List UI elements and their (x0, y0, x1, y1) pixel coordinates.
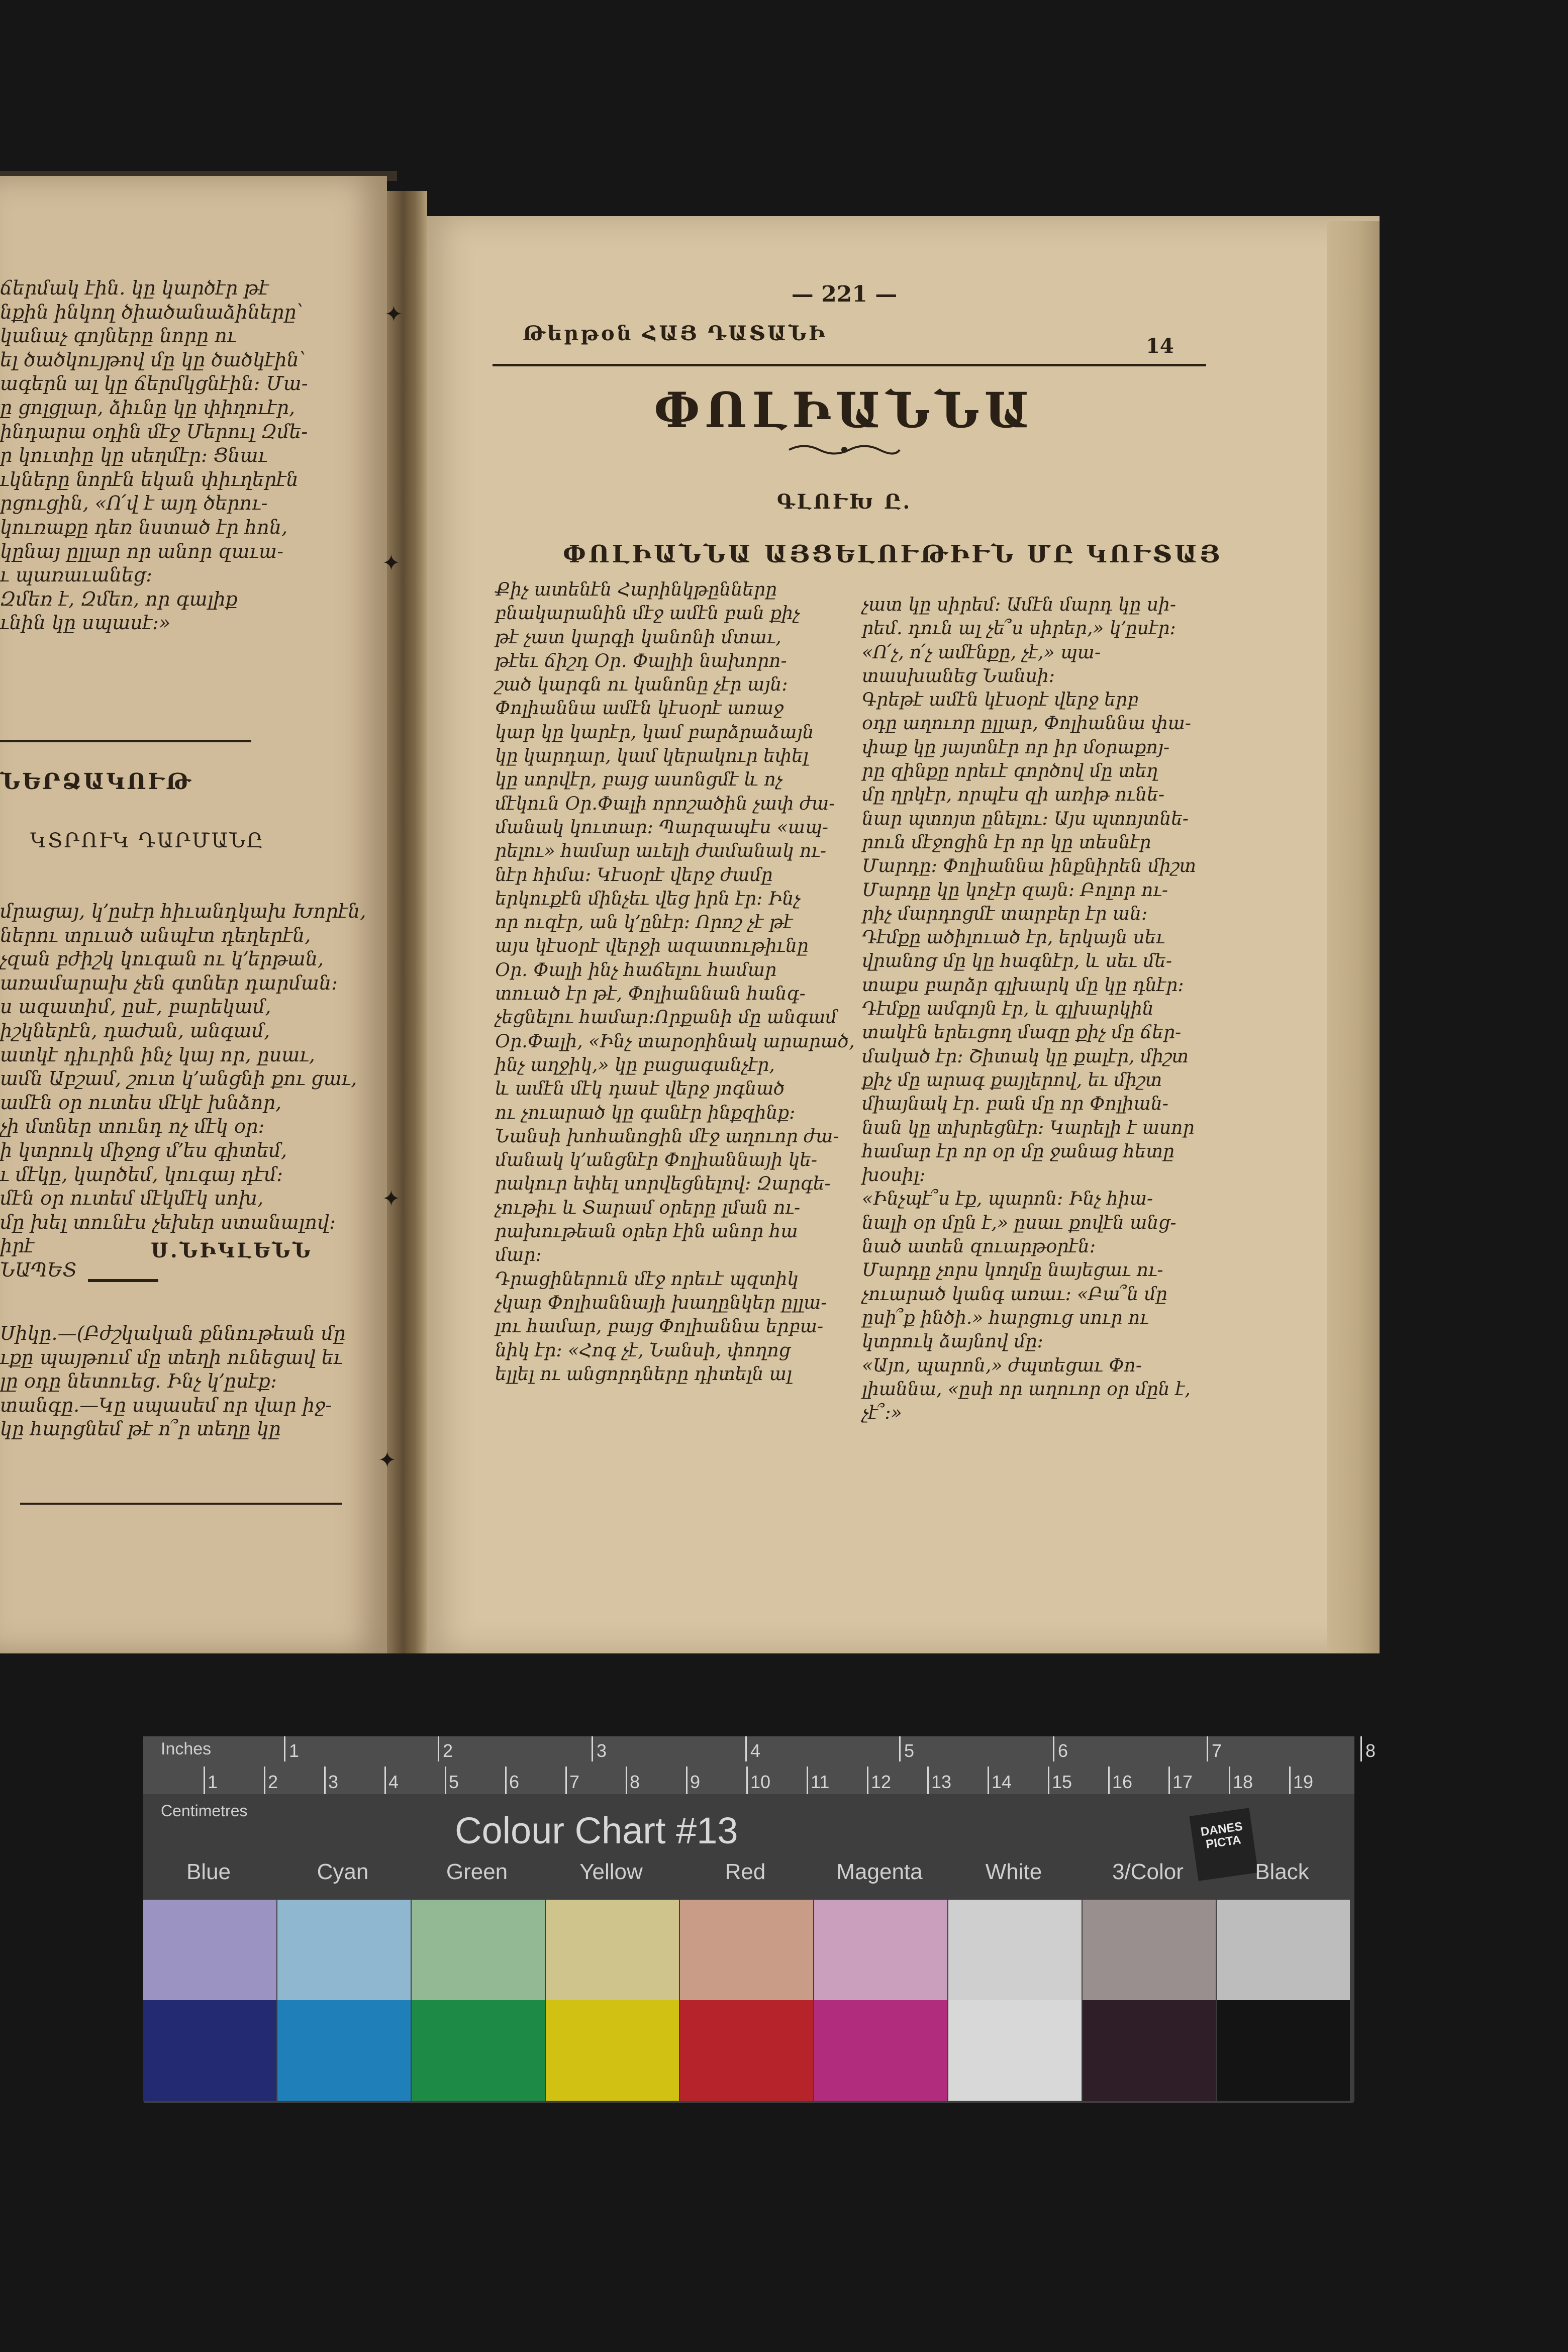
right-page-edge (1327, 221, 1380, 1653)
swatch-light (680, 1900, 813, 2000)
text-line: չզան բժիշկ կուգան ու կ՚երթան, (0, 948, 324, 970)
cm-tick-mark (264, 1767, 265, 1794)
inch-tick-mark (284, 1736, 285, 1761)
text-line: Մարդը չորս կողմը նայեցաւ ու- (862, 1260, 1163, 1281)
text-line: կը սորվէր, բայց ասոնցմէ և ոչ (495, 769, 782, 791)
text-line: ւկները նորէն եկան փիւղերէն (0, 468, 299, 491)
text-line: րախութեան օրեր էին անոր հա (495, 1221, 798, 1242)
text-line: նքին ինկող ծիածանաձիները՝ (0, 301, 304, 323)
gutter-mark-icon: ✦ (384, 302, 403, 327)
inch-tick-label: 2 (443, 1740, 453, 1761)
cm-tick-label: 10 (750, 1772, 771, 1792)
text-line: և ամէն մէկ դասէ վերջ յոգնած (495, 1079, 785, 1100)
cm-tick-mark (1048, 1767, 1049, 1794)
text-line: Օր.Փալի, «Ինչ տարօրինակ արարած, (495, 1031, 855, 1052)
text-line: ամէն օր ուտես մէկէ խնձոր, (0, 1091, 282, 1114)
text-line: մը խել տունէս չեխեր ստանալով։ (0, 1211, 336, 1233)
text-line: չութիւ և Տարամ օրերը լման ու- (495, 1197, 801, 1218)
text-line: Սիկը.—(Բժշկական քննութեան մը (0, 1322, 346, 1344)
text-line: լու համար, բայց Փոլիաննա երբա- (495, 1316, 824, 1337)
text-line: քիչ մը արագ քայլերով, եւ միշտ (862, 1069, 1162, 1091)
text-line: այս կէսօրէ վերջի ազատութիւնը (495, 936, 809, 957)
text-line: շած կարգն ու կանոնը չէր այն։ (495, 674, 788, 696)
text-line: լը օդը նետուեց. Ինչ կ՚ըսէք։ (0, 1370, 277, 1393)
text-line: ըսի՞ք ինծի.» հարցուց սուր ու (862, 1307, 1149, 1328)
inch-tick-label: 8 (1365, 1740, 1376, 1761)
text-line: ը ցոլցլար, ձիւնը կը փիղուէր, (0, 397, 296, 419)
text-line: Դէմքը ամգոյն էր, և գլխարկին (862, 999, 1154, 1020)
header-rule (493, 364, 1206, 366)
text-line: նալի օր մըն է,» ըսաւ քովէն անց- (862, 1212, 1177, 1233)
swatch-label: Magenta (836, 1859, 923, 1884)
text-line: առամարախ չեն գտներ դարման։ (0, 971, 338, 994)
cm-tick-mark (324, 1767, 326, 1794)
text-line: բնակարանին մէջ ամէն բան քիչ (495, 603, 800, 624)
text-line: կանաչ գոյները նորը ու (0, 325, 237, 347)
cm-tick-label: 5 (449, 1772, 459, 1792)
text-line: կտրուկ ձայնով մը։ (862, 1331, 1043, 1352)
text-line: ճերմակ էին. կը կարծէր թէ (0, 277, 269, 299)
inch-tick-mark (1360, 1736, 1362, 1761)
text-line: կուռաքը դեռ նստած էր հոն, (0, 516, 288, 538)
text-line: կը հարցնեմ թէ ո՞ր տեղը կը (0, 1418, 281, 1440)
text-line: ՆԱՊԵՏ (0, 1259, 77, 1281)
swatch-label: Cyan (317, 1859, 369, 1884)
text-line: Նանսի խոհանոցին մէջ աղուոր ժա- (495, 1126, 839, 1147)
text-line: միայնակ էր. բան մը որ Փոլիան- (862, 1094, 1168, 1115)
swatch-dark (1217, 2000, 1350, 2101)
text-line: տաքս բարձր գլխարկ մը կը դնէր։ (862, 974, 1184, 996)
cm-tick-mark (1289, 1767, 1291, 1794)
text-line: Դէմքը ածիլուած էր, երկայն սեւ (862, 927, 1165, 948)
text-line: րուն մէջոցին էր որ կը տեսնէր (862, 832, 1151, 853)
cm-tick-mark (565, 1767, 567, 1794)
cm-tick-mark (867, 1767, 868, 1794)
swatch-light (546, 1900, 679, 2000)
swatch-label: Black (1255, 1859, 1309, 1884)
text-line: ինչ աղջիկ,» կը բացագանչէր, (495, 1054, 775, 1075)
ruler-inches-label: Inches (161, 1739, 212, 1758)
cm-tick-label: 17 (1172, 1772, 1193, 1792)
swatch-dark (680, 2000, 813, 2101)
book-gutter (387, 191, 427, 1653)
inch-tick-mark (899, 1736, 901, 1761)
text-line: մանակ կուտար։ Պարզապէս «ապ- (495, 817, 829, 838)
inch-tick-label: 5 (904, 1740, 915, 1761)
text-line: չատ կը սիրեմ։ Ամէն մարդ կը սի- (862, 595, 1177, 615)
text-line: համար էր որ օր մը ջանաց հետը (862, 1141, 1174, 1162)
left-section-header: ՆԵՐՁԱԿՈՒԹ (0, 769, 193, 795)
text-line: ելլել ու անցորդները դիտելն ալ (495, 1363, 792, 1385)
text-line: ւ մէկը, կարծեմ, կուգայ դէմ։ (0, 1163, 283, 1186)
cm-tick-label: 9 (690, 1772, 701, 1792)
swatch-dark (412, 2000, 545, 2101)
gutter-mark-icon: ✦ (382, 1186, 401, 1212)
text-line: տասխանեց Նանսի։ (862, 665, 1055, 687)
left-page (0, 176, 387, 1653)
cm-tick-label: 18 (1233, 1772, 1253, 1792)
cm-tick-mark (445, 1767, 446, 1794)
left-story-title: ԿՏՐՈՒԿ ԴԱՐՄԱՆԸ (30, 829, 265, 852)
text-line: չուարած կանգ առաւ։ «Բա՞ն մը (862, 1284, 1167, 1305)
text-line: նէր հիմա։ Կէսօրէ վերջ ժամը (495, 864, 773, 886)
text-line: տակէն երեւցող մազը քիչ մը ճեր- (862, 1022, 1182, 1043)
inch-tick-mark (592, 1736, 593, 1761)
swatch-label: 3/Color (1112, 1859, 1184, 1884)
swatch-label: Blue (186, 1859, 231, 1884)
text-line: որ ուզէր, ան կ՚ընէր։ Որոշ չէ թէ (495, 912, 793, 933)
text-line: րը զինքը որեւէ գործով մը տեղ (862, 761, 1158, 782)
text-line: ւքը պայթում մը տեղի ունեցավ եւ (0, 1346, 343, 1368)
cm-tick-label: 13 (931, 1772, 952, 1792)
text-line: լիաննա, «ըսի որ աղուոր օր մըն է, (862, 1379, 1191, 1400)
cm-tick-mark (626, 1767, 627, 1794)
swatch-light (948, 1900, 1082, 2000)
text-line: «Ո՛չ, ո՛չ ամէնքը, չէ,» պա- (862, 642, 1101, 663)
swatch-light (814, 1900, 947, 2000)
swatch-dark (1083, 2000, 1216, 2101)
text-line: վրանոց մը կը հագնէր, և սեւ մե- (862, 951, 1172, 972)
cm-tick-mark (988, 1767, 989, 1794)
cm-tick-label: 12 (871, 1772, 892, 1792)
swatch-label: Yellow (579, 1859, 643, 1884)
cm-tick-label: 14 (992, 1772, 1012, 1792)
text-line: Գրեթէ ամէն կէսօրէ վերջ երբ (862, 690, 1139, 711)
left-top-rule (0, 740, 251, 742)
colour-chart-title: Colour Chart #13 (455, 1810, 738, 1851)
text-line: րեմ. դուն ալ չե՞ս սիրեր,» կ՚ըսէր։ (862, 618, 1176, 639)
text-line: Մարդը։ Փոլիաննա ինքնիրեն միշտ (862, 856, 1196, 877)
text-line: նիկ էր։ «Հոգ չէ, Նանսի, փողոց (495, 1340, 791, 1361)
text-line: ս ազատիմ, ըսէ, բարեկամ, (0, 996, 271, 1018)
text-line: մանակ կ՚անցնէր Փոլիաննայի կե- (495, 1150, 818, 1171)
text-line: Օր. Փալի ինչ հաճելու համար (495, 959, 777, 981)
swatch-light (1217, 1900, 1350, 2000)
text-line: մրացայ, կ՚ըսէր հիւանդկախ Խորէն, (0, 900, 366, 922)
chapter-title: ՓՈԼԻԱՆՆԱ ԱՅՑԵԼՈՒԹԻՒՆ ՄԸ ԿՈՒՏԱՅ (563, 540, 1223, 568)
text-line: կընայ ըլլար որ անոր զաւա- (0, 540, 284, 562)
text-line: չկար Փոլիաննայի խաղընկեր ըլլա- (495, 1292, 827, 1313)
text-line: րակուր եփել սորվեցնելով։ Զարգե- (495, 1173, 831, 1195)
text-line: տուած էր թէ, Փոլիաննան հանգ- (495, 984, 806, 1005)
text-line: մակած էր։ Շիտակ կը քալէր, միշտ (862, 1046, 1189, 1067)
page-number: — 221 — (791, 281, 898, 307)
cm-tick-mark (686, 1767, 688, 1794)
text-line: մէն օր ուտեմ մէկմէկ սոխ, (0, 1187, 264, 1210)
text-line: կար կը կարէր, կամ բարձրաձայն (495, 722, 814, 743)
flourish-ornament-icon (784, 440, 905, 460)
inch-tick-label: 1 (289, 1740, 300, 1761)
text-line: Քիչ ատենէն Հարինկթընները (495, 579, 777, 600)
text-line: իրէ (0, 1235, 34, 1257)
inch-tick-mark (745, 1736, 747, 1761)
text-line: ամն Աբշամ, շուտ կ՚անցնի քու ցաւ, (0, 1067, 357, 1090)
text-line: նար պտոյտ ընելու։ Այս պտոյտնե- (862, 808, 1189, 829)
text-line: փաք կը յայտնէր որ իր մօրաքոյ- (862, 737, 1170, 758)
cm-tick-label: 16 (1112, 1772, 1133, 1792)
text-line: Մարդը կը կոչէր զայն։ Բոլոր ու- (862, 879, 1168, 901)
text-line: նած ատեն զուարթօրէն։ (862, 1236, 1096, 1257)
text-line: թէ չատ կարգի կանոնի մտաւ, (495, 627, 781, 648)
cm-tick-mark (505, 1767, 507, 1794)
text-line: թէեւ ճիշդ Օր. Փալիի նախորո- (495, 650, 787, 671)
gutter-mark-icon: ✦ (378, 1447, 397, 1473)
swatch-dark (143, 2000, 276, 2101)
text-line: ւ պառաւանեց։ (0, 564, 153, 586)
text-column-2 (862, 593, 1224, 1568)
text-line: րիչ մարդոցմէ տարբեր էր ան։ (862, 903, 1148, 924)
cm-tick-label: 7 (569, 1772, 580, 1792)
inch-tick-label: 4 (750, 1740, 761, 1761)
text-line: տանգը.—Կը սպասեմ որ վար իջ- (0, 1394, 332, 1416)
text-line: խօսիլ։ (862, 1165, 926, 1186)
cm-tick-mark (384, 1767, 386, 1794)
cm-tick-mark (927, 1767, 929, 1794)
cm-tick-label: 6 (509, 1772, 520, 1792)
ruler-cm-label: Centimetres (161, 1802, 248, 1820)
text-column-1 (495, 578, 857, 1553)
cm-tick-label: 2 (268, 1772, 278, 1792)
text-line: ի կտրուկ միջոց մ՚ես գիտեմ, (0, 1139, 287, 1161)
inch-tick-mark (1053, 1736, 1054, 1761)
cm-tick-label: 19 (1293, 1772, 1314, 1792)
text-line: երկուքէն մինչեւ վեց իրն էր։ Ինչ (495, 888, 801, 909)
cm-tick-mark (1168, 1767, 1170, 1794)
cm-tick-label: 15 (1052, 1772, 1072, 1792)
cm-tick-label: 4 (388, 1772, 399, 1792)
text-line: ներու տրւած անպէտ դեղերէն, (0, 924, 311, 946)
text-line: օդը աղուոր ըլլար, Փոլիաննա փա- (862, 713, 1192, 734)
text-line: չի մտներ տունդ ոչ մէկ օր։ (0, 1115, 265, 1138)
inch-tick-label: 6 (1058, 1740, 1068, 1761)
running-title: Թերթօն ՀԱՅ ԴԱՏԱՆԻ (523, 322, 827, 345)
gutter-mark-icon: ✦ (382, 550, 401, 576)
text-line: ր կուտիը կը սեղմէր։ Ցնաւ (0, 444, 268, 467)
cm-tick-label: 8 (630, 1772, 640, 1792)
text-line: Փոլիաննա ամէն կէսօրէ առաջ (495, 698, 784, 719)
left-short-rule (88, 1279, 158, 1282)
logo-text: DANES PICTA (1200, 1819, 1244, 1851)
issue-number: 14 (1146, 334, 1174, 358)
text-line: «Այո, պարոն,» ժպտեցաւ Փո- (862, 1355, 1142, 1376)
text-line: ւնին կը սպասէ։» (0, 612, 171, 634)
cm-tick-label: 1 (208, 1772, 218, 1792)
text-line: իշկներէն, դաժան, անգամ, (0, 1020, 270, 1042)
swatch-dark (948, 2000, 1082, 2101)
colour-chart (143, 1736, 1376, 2103)
swatch-dark (814, 2000, 947, 2101)
text-line: Դրացիներուն մէջ որեւէ պզտիկ (495, 1268, 799, 1290)
swatch-label: Green (446, 1859, 508, 1884)
cm-tick-mark (1229, 1767, 1230, 1794)
swatch-dark (546, 2000, 679, 2101)
chapter-label: ԳԼՈՒԽ Ը. (776, 490, 912, 514)
swatch-light (143, 1900, 276, 2000)
text-line: չէ՞։» (862, 1403, 902, 1424)
swatch-label: Red (725, 1859, 766, 1884)
text-line: չեցնելու համար։Որքանի մը անգամ (495, 1007, 837, 1028)
text-line: մը ղրկէր, որպէս զի առիթ ունե- (862, 785, 1165, 806)
text-line: նան կը տխրեցնէր։ Կարելի է ասոր (862, 1117, 1195, 1138)
text-line: ագերն ալ կը ճերմկցնէին։ Մա- (0, 372, 308, 395)
swatch-light (412, 1900, 545, 2000)
cm-tick-label: 11 (811, 1772, 830, 1792)
cm-tick-mark (807, 1767, 808, 1794)
swatch-dark (277, 2000, 411, 2101)
swatch-label: White (985, 1859, 1042, 1884)
text-line: մար։ (495, 1245, 542, 1266)
inch-tick-mark (1207, 1736, 1208, 1761)
left-ornament-rule (20, 1503, 342, 1505)
text-line: ատկէ դիւրին ինչ կայ որ, ըսաւ, (0, 1043, 315, 1066)
text-line: ինդարա օդին մէջ Մերուլ Զմե- (0, 420, 308, 443)
cm-tick-mark (204, 1767, 205, 1794)
story-title: ՓՈԼԻԱՆՆԱ (653, 382, 1035, 439)
inch-tick-mark (438, 1736, 439, 1761)
left-signature: Ս.ՆԻԿԼԵՆՆ (151, 1239, 313, 1262)
inch-tick-label: 7 (1212, 1740, 1222, 1761)
text-line: ու չուարած կը գանէր ինքզինք։ (495, 1102, 796, 1123)
swatch-light (1083, 1900, 1216, 2000)
cm-tick-mark (1108, 1767, 1110, 1794)
cm-tick-mark (746, 1767, 748, 1794)
text-line: րելու» համար աւելի ժամանակ ու- (495, 841, 827, 862)
text-line: մէկուն Օր.Փալի որոշածին չափ ժա- (495, 793, 835, 814)
text-line: րցուցին, «Ո՛վ է այդ ծերու- (0, 492, 268, 515)
cm-tick-label: 3 (328, 1772, 339, 1792)
text-line: Զմեռ է, Զմեռ, որ գալիք (0, 587, 238, 610)
inch-tick-label: 3 (597, 1740, 607, 1761)
text-line: «Ինչպէ՞ս էք, պարոն։ Ինչ հիա- (862, 1189, 1153, 1210)
text-line: ել ծածկույթով մը կը ծածկէին՝ (0, 348, 306, 371)
swatch-light (277, 1900, 411, 2000)
text-line: կը կարդար, կամ կերակուր եփել (495, 746, 809, 767)
